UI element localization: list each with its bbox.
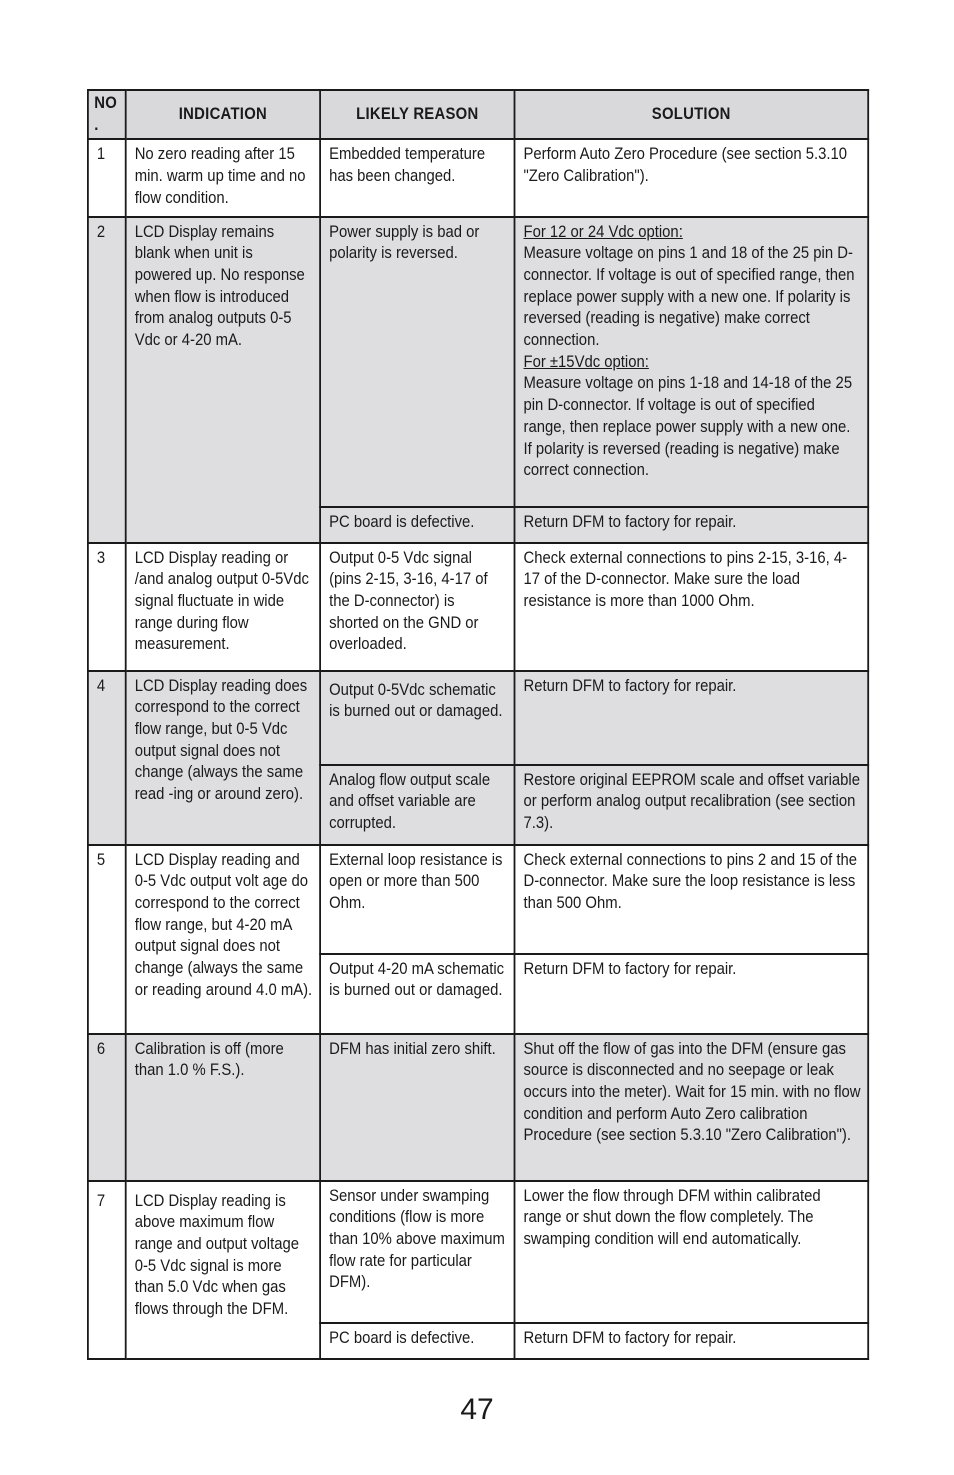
- solution-cell: Return DFM to factory for repair.: [515, 507, 868, 543]
- indication-cell: LCD Display reading and 0-5 Vdc output volt age do correspond to the correct flow range, but 4-20 mA output signal does not change (always the same or reading around 4.0 mA).: [126, 845, 320, 1034]
- solution-text: Measure voltage on pins 1 and 18 of the 25 pin D-connector. If voltage is out of specified range, then replace power supply with a new one. If polarity is reversed (reading is negative) make correct connection.: [523, 244, 855, 350]
- solution-cell: Shut off the flow of gas into the DFM (ensure gas source is disconnected and no seepage or leak occurs into the meter). Wait for 15 min. with no flow condition and perform Auto Zero calibration Procedure (see section 5.3.10 "Zero Calibration").: [515, 1034, 868, 1181]
- table-row: [88, 543, 868, 671]
- solution-cell: [515, 217, 868, 507]
- row-number: 5: [88, 845, 126, 1034]
- solution-cell: Restore original EEPROM scale and offset variable or perform analog output recalibration (see section 7.3).: [515, 765, 868, 845]
- reason-cell: Power supply is bad or polarity is reversed.: [320, 217, 514, 507]
- reason-cell: Output 0-5 Vdc signal (pins 2-15, 3-16, 4-17 of the D-connector) is shorted on the GND or overloaded.: [320, 543, 514, 671]
- reason-cell: Analog flow output scale and offset variable are corrupted.: [320, 765, 514, 845]
- indication-cell: LCD Display reading or /and analog output 0-5Vdc signal fluctuate in wide range during flow measurement.: [126, 543, 320, 671]
- solution-text: Measure voltage on pins 1-18 and 14-18 of the 25 pin D-connector. If voltage is out of specified range, then replace power supply with a new one. If polarity is reversed (reading is negative) make correct connection.: [523, 374, 853, 480]
- header-solution: SOLUTION: [515, 90, 868, 139]
- reason-cell: Sensor under swamping conditions (flow is more than 10% above maximum flow rate for particular DFM).: [320, 1181, 514, 1323]
- row-number: 3: [88, 543, 126, 671]
- solution-cell: Lower the flow through DFM within calibrated range or shut down the flow completely. The swamping condition will end automatically.: [515, 1181, 868, 1323]
- row-number: 6: [88, 1034, 126, 1181]
- header-no: NO.: [88, 90, 126, 139]
- solution-cell: Perform Auto Zero Procedure (see section 5.3.10 "Zero Calibration").: [515, 139, 868, 216]
- reason-cell: Output 0-5Vdc schematic is burned out or damaged.: [320, 671, 514, 765]
- indication-cell: LCD Display reading does correspond to the correct flow range, but 0-5 Vdc output signal does not change (always the same read -ing or around zero).: [126, 671, 320, 845]
- row-number: 4: [88, 671, 126, 845]
- table-row: [88, 1181, 868, 1323]
- solution-cell: Return DFM to factory for repair.: [515, 954, 868, 1034]
- header-likely-reason: LIKELY REASON: [320, 90, 514, 139]
- row-number: 2: [88, 217, 126, 543]
- indication-cell: No zero reading after 15 min. warm up time and no flow condition.: [126, 139, 320, 216]
- reason-cell: PC board is defective.: [320, 507, 514, 543]
- solution-cell: Return DFM to factory for repair.: [515, 1323, 868, 1359]
- reason-cell: Embedded temperature has been changed.: [320, 139, 514, 216]
- table-header-row: [88, 90, 868, 139]
- table-row: [88, 1034, 868, 1181]
- table-row: [88, 845, 868, 954]
- solution-heading: For ±15Vdc option:: [523, 352, 649, 371]
- solution-heading: For 12 or 24 Vdc option:: [523, 222, 683, 241]
- table-row: [88, 671, 868, 765]
- table-row: [88, 139, 868, 216]
- solution-cell: Check external connections to pins 2-15, 3-16, 4-17 of the D-connector. Make sure the load resistance is more than 1000 Ohm.: [515, 543, 868, 671]
- reason-cell: DFM has initial zero shift.: [320, 1034, 514, 1181]
- solution-cell: Return DFM to factory for repair.: [515, 671, 868, 765]
- page-number: 47: [460, 1393, 494, 1426]
- indication-cell: LCD Display remains blank when unit is powered up. No response when flow is introduced from analog outputs 0-5 Vdc or 4-20 mA.: [126, 217, 320, 543]
- reason-cell: PC board is defective.: [320, 1323, 514, 1359]
- header-indication: INDICATION: [126, 90, 320, 139]
- indication-cell: LCD Display reading is above maximum flow range and output voltage 0-5 Vdc signal is more than 5.0 Vdc when gas flows through the DFM.: [126, 1181, 320, 1359]
- table-row: [88, 217, 868, 507]
- reason-cell: External loop resistance is open or more than 500 Ohm.: [320, 845, 514, 954]
- row-number: 7: [88, 1181, 126, 1359]
- indication-cell: Calibration is off (more than 1.0 % F.S.).: [126, 1034, 320, 1181]
- troubleshooting-table: [87, 89, 869, 1360]
- row-number: 1: [88, 139, 126, 216]
- solution-cell: Check external connections to pins 2 and 15 of the D-connector. Make sure the loop resistance is less than 500 Ohm.: [515, 845, 868, 954]
- reason-cell: Output 4-20 mA schematic is burned out or damaged.: [320, 954, 514, 1034]
